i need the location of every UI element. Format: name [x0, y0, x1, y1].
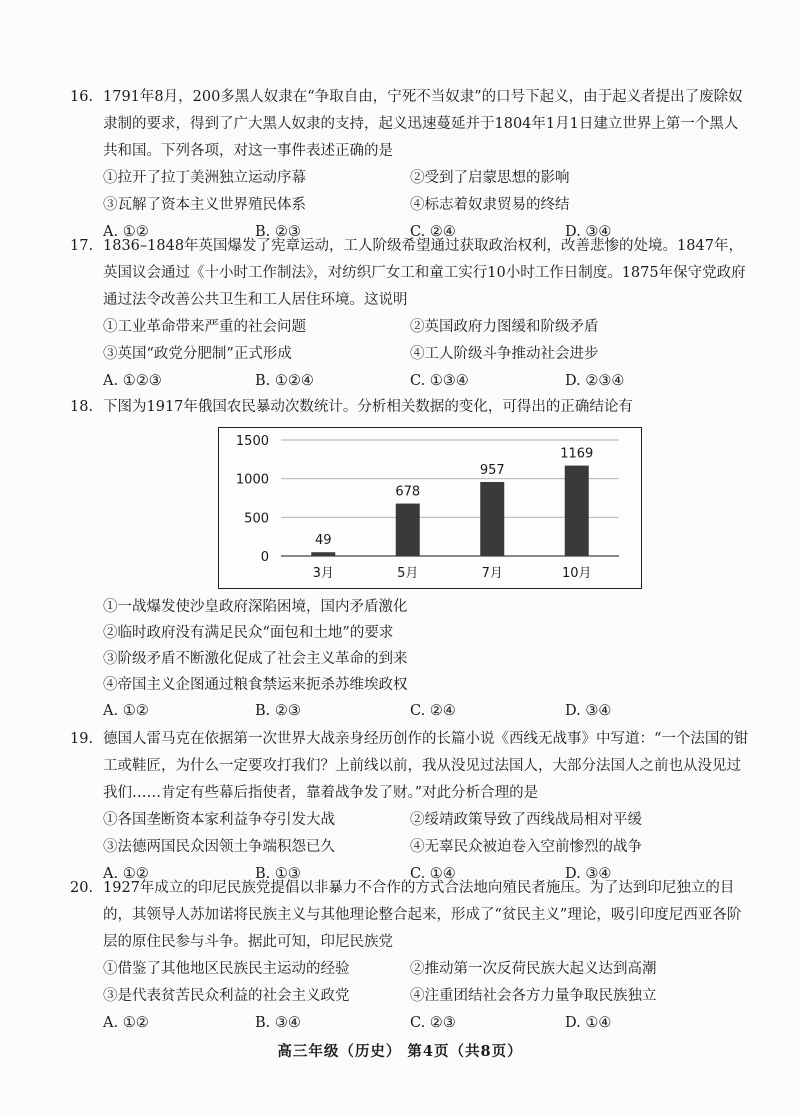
- bar: [565, 466, 589, 556]
- question-number: 18.: [70, 399, 94, 415]
- question-18-options: [70, 594, 750, 725]
- bar-value-label: 1169: [560, 446, 594, 462]
- option-row: [70, 314, 750, 341]
- answer-a: A. ①②: [103, 866, 149, 882]
- answer-c: C. ②③: [410, 1015, 456, 1031]
- answer-c: C. ②④: [410, 703, 456, 719]
- question-20: [70, 875, 750, 1037]
- question-text: 1791年8月，200多黑人奴隶在“争取自由，宁死不当奴隶”的口号下起义，由于起义者提出了废除奴隶制的要求，得到了广大黑人奴隶的支持，起义迅速蔓延并于1804年1月1日建立世界上第一个黑人共和国。下列各项，对这一事件表述正确的是: [103, 89, 743, 159]
- option-row: [70, 807, 750, 834]
- question-text: 1927年成立的印尼民族党提倡以非暴力不合作的方式合法地向殖民者施压。为了达到印尼独立的目的，其领导人苏加诺将民族主义与其他理论整合起来，形成了“贫民主义”理论，吸引印度尼西亚各阶层的原住民参与斗争。据此可知，印尼民族党: [103, 880, 742, 950]
- question-number: 17.: [70, 238, 94, 254]
- option-2: ②推动第一次反荷民族大起义达到高潮: [410, 961, 657, 977]
- option-3: ③是代表贫苦民众利益的社会主义政党: [103, 988, 350, 1004]
- x-tick-label: 7月: [481, 566, 503, 581]
- answer-b: B. ③④: [255, 1015, 301, 1031]
- option-3: ③瓦解了资本主义世界殖民体系: [103, 197, 306, 213]
- option-1: ①工业革命带来严重的社会问题: [103, 319, 306, 335]
- option-4: ④工人阶级斗争推动社会进步: [410, 346, 599, 362]
- bar: [396, 504, 420, 556]
- y-tick-label: 1500: [235, 434, 269, 449]
- option-1: ①借鉴了其他地区民族民主运动的经验: [103, 961, 350, 977]
- option-4: ④标志着奴隶贸易的终结: [410, 197, 570, 213]
- option-3: ③英国“政党分肥制”正式形成: [103, 346, 292, 362]
- x-tick-label: 5月: [397, 566, 419, 581]
- bar-chart: [218, 427, 642, 589]
- option-2: ②受到了启蒙思想的影响: [410, 170, 570, 186]
- answer-a: A. ①②③: [103, 373, 162, 389]
- answer-d: D. ③④: [565, 224, 612, 240]
- answer-a: A. ①②: [103, 703, 149, 719]
- option-row: [70, 834, 750, 861]
- answer-d: D. ③④: [565, 866, 612, 882]
- question-text: 下图为1917年俄国农民暴动次数统计。分析相关数据的变化，可得出的正确结论有: [103, 399, 633, 415]
- page-footer: 高三年级（历史） 第4页（共8页）: [277, 1043, 523, 1060]
- option-4: ④注重团结社会各方力量争取民族独立: [410, 988, 657, 1004]
- bar-value-label: 49: [314, 533, 332, 549]
- chart-svg: [219, 428, 641, 588]
- option-1: ①各国垄断资本家利益争夺引发大战: [103, 812, 335, 828]
- x-tick-label: 3月: [312, 566, 334, 581]
- option-4: ④无辜民众被迫卷入空前惨烈的战争: [410, 839, 642, 855]
- answer-d: D. ①④: [565, 1015, 612, 1031]
- question-19: [70, 726, 750, 888]
- question-16: [70, 84, 750, 246]
- y-tick-label: 500: [244, 511, 269, 527]
- question-stem: [70, 233, 750, 314]
- option-2: ②绥靖政策导致了西线战局相对平缓: [410, 812, 642, 828]
- option-2: ②临时政府没有满足民众“面包和土地”的要求: [103, 625, 394, 641]
- question-number: 20.: [70, 880, 94, 896]
- question-18: [70, 394, 750, 421]
- answer-d: D. ②③④: [565, 373, 625, 389]
- answer-c: C. ①④: [410, 866, 456, 882]
- option-1: ①拉开了拉丁美洲独立运动序幕: [103, 170, 306, 186]
- question-stem: [70, 726, 750, 807]
- question-stem: [70, 84, 750, 165]
- answer-c: C. ①③④: [410, 373, 469, 389]
- question-stem: [70, 394, 750, 421]
- option-row: [70, 956, 750, 983]
- option-3: ③法德两国民众因领土争端积怨已久: [103, 839, 335, 855]
- bar: [480, 482, 504, 556]
- bar: [311, 552, 335, 556]
- answer-a: A. ①②: [103, 1015, 149, 1031]
- question-17: [70, 233, 750, 395]
- bar-value-label: 678: [395, 484, 421, 500]
- x-tick-label: 10月: [561, 566, 592, 581]
- answer-c: C. ②④: [410, 224, 456, 240]
- option-2: ②英国政府力图缓和阶级矛盾: [410, 319, 599, 335]
- option-3: ③阶级矛盾不断激化促成了社会主义革命的到来: [103, 651, 408, 667]
- option-4: ④帝国主义企图通过粮食禁运来扼杀苏维埃政权: [103, 677, 408, 693]
- answer-b: B. ①③: [255, 866, 301, 882]
- option-row: [70, 165, 750, 192]
- option-row: [70, 341, 750, 368]
- option-1: ①一战爆发使沙皇政府深陷困境，国内矛盾激化: [103, 599, 408, 615]
- y-tick-label: 1000: [235, 472, 269, 488]
- answer-row: [70, 368, 750, 395]
- question-text: 1836–1848年英国爆发了宪章运动，工人阶级希望通过获取政治权利，改善悲惨的处境。1847年，英国议会通过《十小时工作制法》，对纺织厂女工和童工实行10小时工作日制度。1875年保守党政府通过法令改善公共卫生和工人居住环境。这说明: [103, 238, 746, 308]
- question-number: 19.: [70, 731, 94, 747]
- y-tick-label: 0: [260, 550, 269, 565]
- answer-d: D. ③④: [565, 703, 612, 719]
- answer-b: B. ①②④: [255, 373, 314, 389]
- answer-b: B. ②③: [255, 224, 301, 240]
- question-number: 16.: [70, 89, 94, 105]
- answer-a: A. ①②: [103, 224, 149, 240]
- question-text: 德国人雷马克在依据第一次世界大战亲身经历创作的长篇小说《西线无战事》中写道：“一个法国的钳工或鞋匠，为什么一定要攻打我们？上前线以前，我从没见过法国人，大部分法国人之前也从没见过我们……肯定有些幕后指使者，靠着战争发了财。”对此分析合理的是: [103, 731, 749, 801]
- answer-row: [70, 1010, 750, 1037]
- option-row: [70, 983, 750, 1010]
- bar-value-label: 957: [479, 462, 505, 478]
- option-row: [70, 192, 750, 219]
- question-stem: [70, 875, 750, 956]
- answer-b: B. ②③: [255, 703, 301, 719]
- answer-row: [70, 698, 750, 725]
